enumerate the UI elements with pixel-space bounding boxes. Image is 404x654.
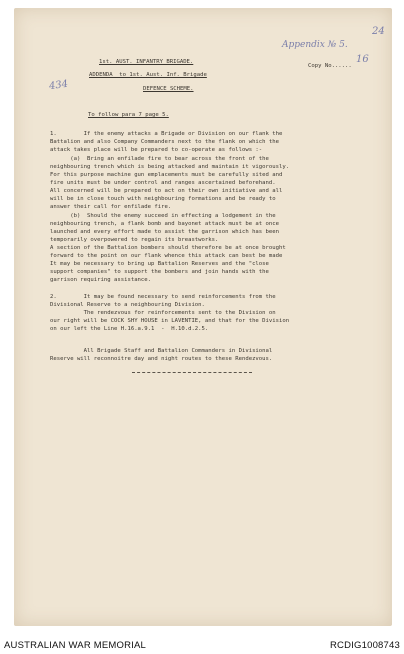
follow-para-note: To follow para 7 page 5. bbox=[88, 112, 169, 118]
left-margin-number-handwritten: 434 bbox=[48, 78, 69, 93]
body-line: neighbouring trench which is being attacked and maintain it vigorously. bbox=[50, 164, 290, 170]
defence-scheme-heading: DEFENCE SCHEME. bbox=[143, 86, 194, 92]
copy-number-label: Copy No...... bbox=[308, 63, 352, 69]
body-line: 2. It may be found necessary to send reinforcements from the bbox=[50, 294, 276, 300]
body-line: It may be necessary to bring up Battalion Reserves and the "close bbox=[50, 261, 269, 267]
document-page bbox=[14, 8, 392, 626]
body-line: neighbouring trench, a flank bomb and bayonet attack must be at once bbox=[50, 221, 280, 227]
body-line: temporarily overpowered to regain its breastworks. bbox=[50, 237, 219, 243]
body-line: will be in close touch with neighbouring formations and be ready to bbox=[50, 196, 276, 202]
archive-reference: RCDIG1008743 bbox=[330, 640, 400, 651]
body-line: The rendezvous for reinforcements sent to the Division on bbox=[50, 310, 276, 316]
body-line: support companies" to support the bombers and join hands with the bbox=[50, 269, 269, 275]
body-line: on our left the Line H.16.a.9.1 - H.10.d.2.5. bbox=[50, 326, 209, 332]
body-line: garrison requiring assistance. bbox=[50, 277, 152, 283]
closing-divider bbox=[132, 372, 252, 373]
addenda-heading: ADDENDA to 1st. Aust. Inf. Brigade bbox=[89, 72, 207, 78]
body-line: launched and every effort made to assist the garrison which has been bbox=[50, 229, 280, 235]
body-line: answer their call for enfilade fire. bbox=[50, 204, 172, 210]
body-line: A section of the Battalion bombers should therefore be at once brought bbox=[50, 245, 286, 251]
body-line: (b) Should the enemy succeed in effecting a lodgement in the bbox=[50, 213, 276, 219]
brigade-heading: 1st. AUST. INFANTRY BRIGADE. bbox=[99, 59, 194, 65]
body-line: Reserve will reconnoitre day and night routes to these Rendezvous. bbox=[50, 356, 273, 362]
archive-credit: AUSTRALIAN WAR MEMORIAL bbox=[4, 640, 147, 651]
body-line: fire units must be under control and ranges ascertained beforehand. bbox=[50, 180, 276, 186]
body-line: 1. If the enemy attacks a Brigade or Division on our flank the bbox=[50, 131, 283, 137]
body-line: attack takes place will be prepared to co-operate as follows :- bbox=[50, 147, 263, 153]
body-line: For this purpose machine gun emplacements must be carefully sited and bbox=[50, 172, 283, 178]
body-line: (a) Bring an enfilade fire to bear across the front of the bbox=[50, 156, 269, 162]
body-line: All concerned will be prepared to act on their own initiative and all bbox=[50, 188, 283, 194]
appendix-note-handwritten: Appendix № 5. bbox=[282, 40, 348, 50]
body-line: All Brigade Staff and Battalion Commanders in Divisional bbox=[50, 348, 273, 354]
body-line: Battalion and also Company Commanders next to the flank on which the bbox=[50, 139, 280, 145]
copy-number-handwritten: 16 bbox=[356, 54, 369, 65]
body-line: forward to the point on our flank whence this attack can best be made bbox=[50, 253, 283, 259]
body-line: our right will be COCK SHY HOUSE in LAVENTIE, and that for the Division bbox=[50, 318, 290, 324]
page-number-handwritten: 24 bbox=[372, 26, 385, 37]
body-line: Divisional Reserve to a neighbouring Division. bbox=[50, 302, 205, 308]
